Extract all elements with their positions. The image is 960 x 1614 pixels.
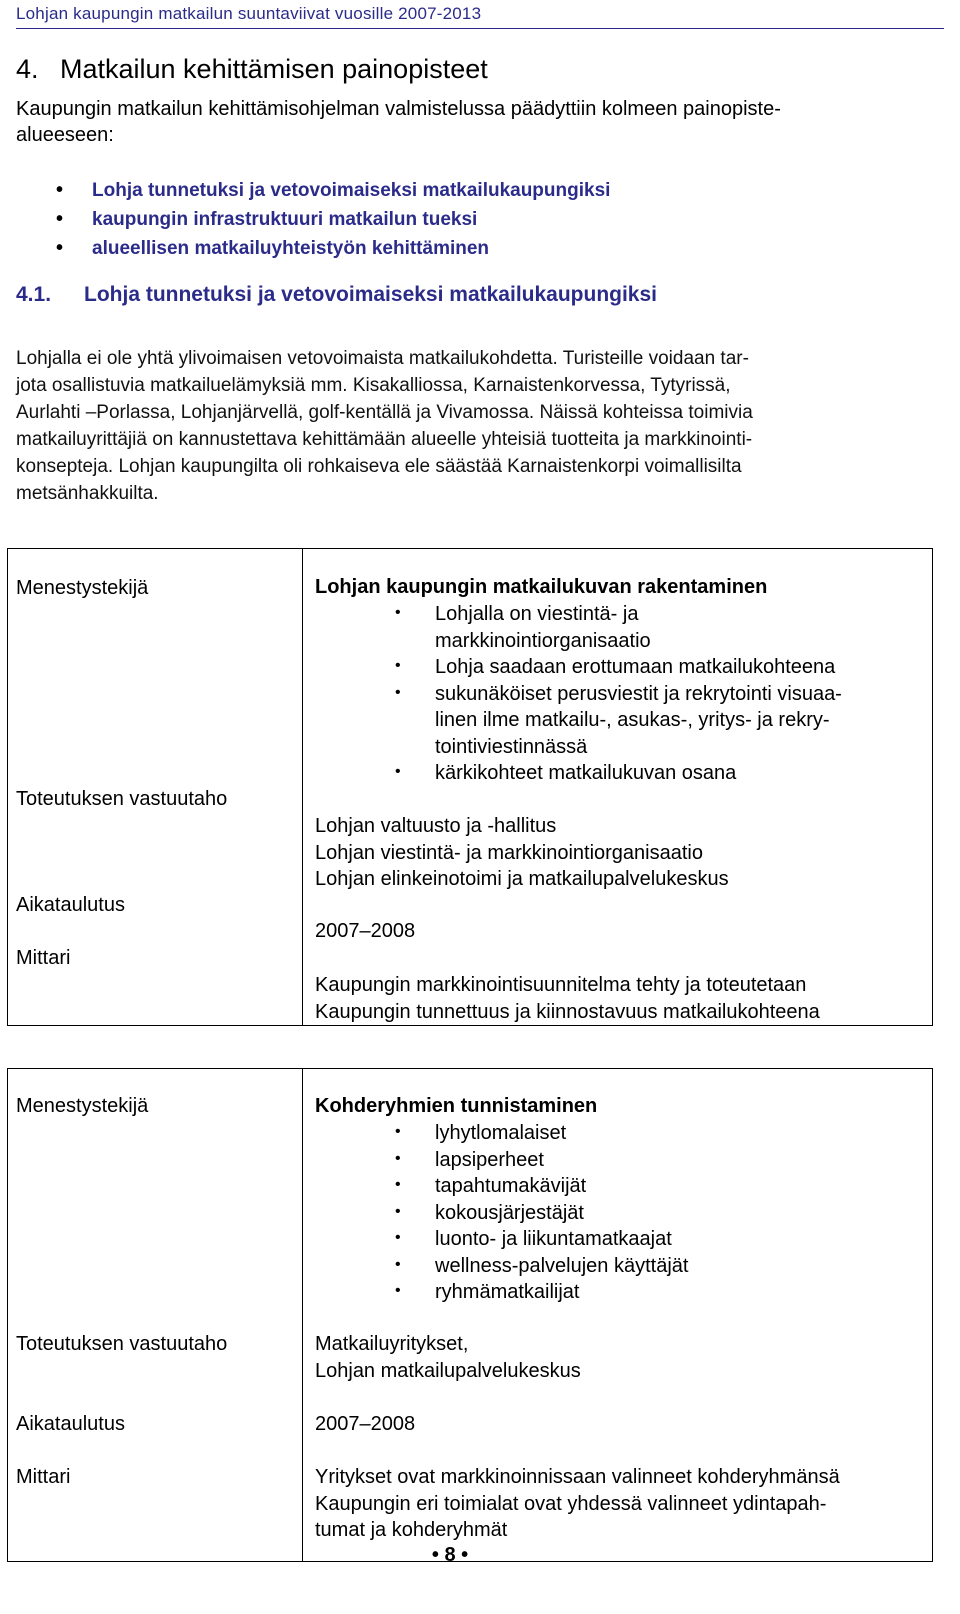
responsible-text: Lohjan valtuusto ja -hallitus Lohjan viestintä- ja markkinointiorganisaatio Lohjan elinkeinotoimi ja matkailupalvelukeskus [315,815,729,890]
list-item: • lapsiperheet [303,1147,924,1174]
list-item: • Lohja saadaan erottumaan matkailukohteena [303,654,924,681]
responsible-text: Matkailuyritykset, Lohjan matkailupalvelukeskus [315,1333,581,1382]
label-responsible: Toteutuksen vastuutaho [16,788,228,810]
bullet-icon: • [395,763,401,780]
subsection-title: Lohja tunnetuksi ja vetovoimaiseksi matkailukaupungiksi [84,283,657,306]
content-column [303,1069,933,1562]
list-item: • tapahtumakävijät [303,1173,924,1200]
bullet-icon: • [395,604,401,621]
strategy-table-1 [7,548,933,1026]
bullet-icon: • [395,1149,401,1167]
list-item: • Lohjalla on viestintä- ja markkinointiorganisaatio [303,601,924,654]
metric-text: Kaupungin markkinointisuunnitelma tehty ja toteutetaan Kaupungin tunnettuus ja kiinnostavuus matkailukohteena [315,974,820,1023]
label-strategy: Menestystekijä [16,1095,149,1117]
subsection-heading [16,283,657,307]
bullet-icon: • [395,1123,401,1140]
subsection-paragraph: Lohjalla ei ole yhtä ylivoimaisen vetovoimaista matkailukohdetta. Turisteille voidaan tar- jota osallistuvia matkailuelämyksiä mm. Kisakalliossa, Karnaistenkorvessa, Tytyrissä, Aurlahti –Porlassa, Lohjanjärvellä, golf-kentällä ja Vivamossa. Näissä kohteissa toimivia matkailuyrittäjiä on kannustettava kehittämään alueelle yhteisiä tuotteita ja markkinointi- konsepteja. Lohjan kaupungilta oli rohkaiseva ele säästää Karnaistenkorpi voimallisilta metsänhakkuilta. [16,348,753,504]
label-responsible: Toteutuksen vastuutaho [16,1333,228,1355]
section-title: Matkailun kehittämisen painopisteet [60,54,488,84]
label-metric: Mittari [16,947,71,969]
bullet-icon: • [395,657,401,674]
list-item: • ryhmämatkailijat [303,1279,924,1306]
content-column [303,549,933,1026]
strategy-title: Kohderyhmien tunnistaminen [315,1095,598,1117]
subsection-number: 4.1. [16,283,52,306]
strategy-bullets [303,601,924,787]
bullet-icon: • [395,1202,401,1220]
schedule-text: 2007–2008 [315,920,416,942]
list-item: • kokousjärjestäjät [303,1200,924,1227]
strategy-title: Lohjan kaupungin matkailukuvan rakentaminen [315,576,768,598]
bullet-icon: • [56,179,64,201]
bullet-icon: • [56,237,64,259]
page-number: • 8 • [431,1544,469,1566]
running-header: Lohjan kaupungin matkailun suuntaviivat vuosille 2007-2013 [16,4,482,23]
bullet-icon: • [395,1176,401,1193]
list-item: • lyhytlomalaiset [303,1120,924,1147]
list-item: • luonto- ja liikuntamatkaajat [303,1226,924,1253]
section-number: 4. [16,54,39,84]
bullet-icon: • [395,1282,401,1299]
header-divider [16,28,944,29]
focus-area-list [56,176,610,263]
bullet-icon: • [395,1229,401,1246]
label-metric: Mittari [16,1466,71,1488]
label-column [8,1069,303,1562]
schedule-text: 2007–2008 [315,1413,416,1435]
label-column [8,549,303,1026]
strategy-table-2 [7,1068,933,1562]
focus-area-item: • alueellisen matkailuyhteistyön kehittäminen [56,234,610,263]
bullet-icon: • [395,683,401,701]
target-group-bullets [303,1120,924,1306]
bullet-icon: • [395,1255,401,1273]
label-strategy: Menestystekijä [16,577,149,599]
list-item: • kärkikohteet matkailukuvan osana [303,760,924,787]
section-intro: Kaupungin matkailun kehittämisohjelman valmistelussa päädyttiin kolmeen painopiste-alueeseen: [16,98,781,146]
label-schedule: Aikataulutus [16,1413,125,1435]
metric-text: Yritykset ovat markkinoinnissaan valinneet kohderyhmänsä Kaupungin eri toimialat ovat yhdessä valinneet ydintapah- tumat ja kohderyhmät [315,1466,840,1541]
bullet-icon: • [56,208,64,230]
list-item: • sukunäköiset perusviestit ja rekrytointi visuaa- linen ilme matkailu-, asukas-, yritys- ja rekry- tointiviestinnässä [303,681,924,761]
label-schedule: Aikataulutus [16,894,125,916]
list-item: • wellness-palvelujen käyttäjät [303,1253,924,1280]
focus-area-item: • Lohja tunnetuksi ja vetovoimaiseksi matkailukaupungiksi [56,176,610,205]
section-heading [16,54,488,85]
focus-area-item: • kaupungin infrastruktuuri matkailun tueksi [56,205,610,234]
